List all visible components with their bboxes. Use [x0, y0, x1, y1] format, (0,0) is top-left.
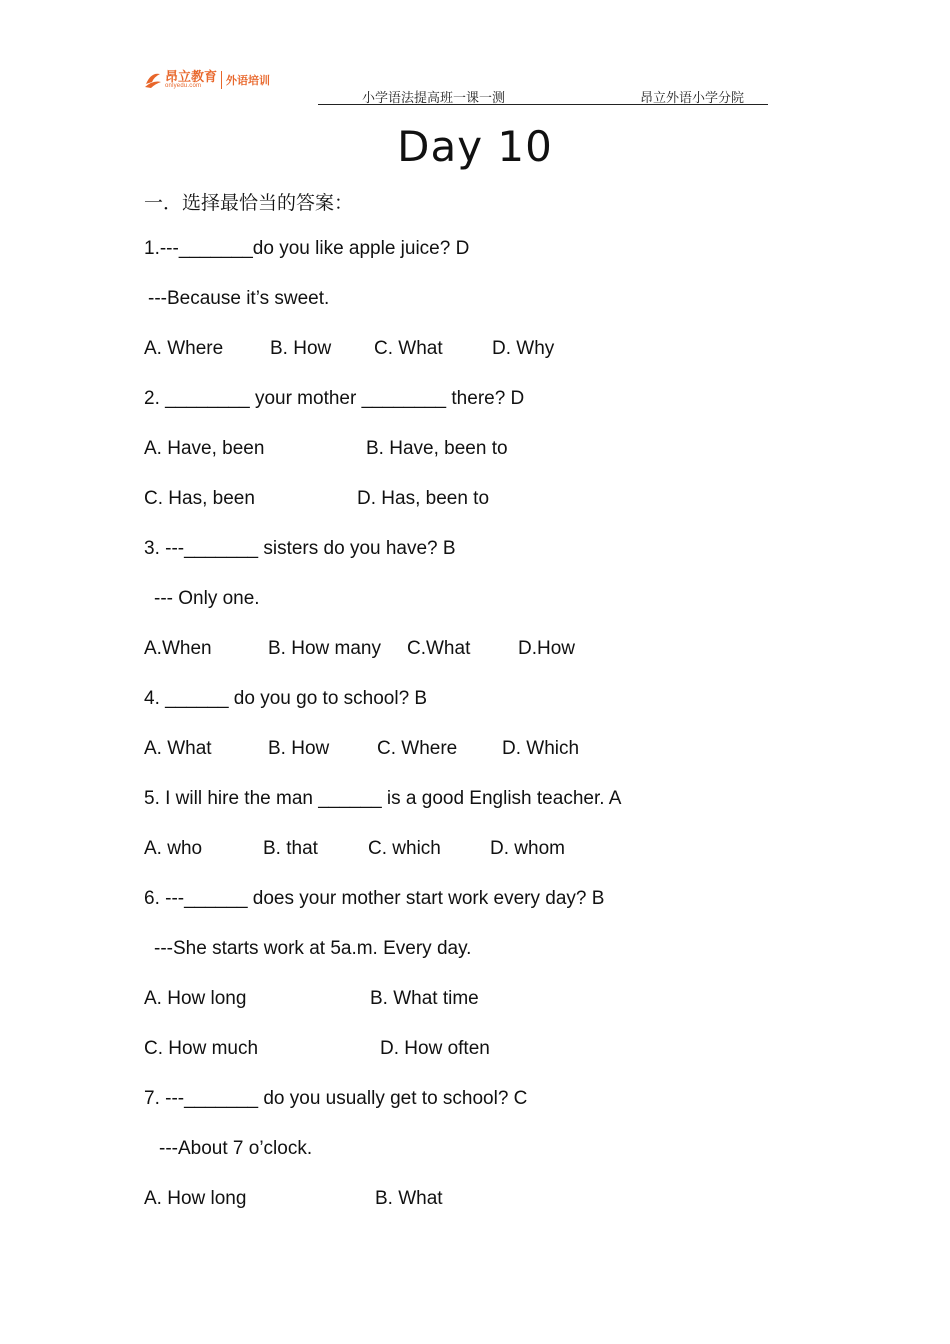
option-d: D. whom: [490, 838, 565, 859]
page-header: [318, 86, 768, 105]
section-heading: 一．选择最恰当的答案：: [144, 192, 354, 214]
logo-divider: [221, 71, 222, 89]
option-c: C. Where: [377, 738, 458, 759]
question-6-reply: ---She starts work at 5a.m. Every day.: [154, 938, 472, 959]
option-a: A. How long: [144, 1188, 247, 1209]
page-title: Day 10: [397, 122, 553, 171]
option-d: D. Why: [492, 338, 555, 359]
question-3-reply: --- Only one.: [154, 588, 260, 609]
option-d: D. Which: [502, 738, 580, 759]
option-c: C.What: [407, 638, 471, 659]
option-c: C. Has, been: [144, 488, 255, 509]
option-b: B. How: [270, 338, 332, 359]
question-6-stem: 6. ---______ does your mother start work every day? B: [144, 888, 605, 909]
logo-tagline: 外语培训: [226, 75, 271, 87]
logo-chinese-name: 昂立教育: [165, 69, 218, 84]
option-b: B. What: [375, 1188, 443, 1209]
option-d: D. Has, been to: [357, 488, 490, 509]
option-a: A. Where: [144, 338, 224, 359]
question-4-stem: 4. ______ do you go to school? B: [144, 688, 428, 709]
option-b: B. How: [268, 738, 330, 759]
onlyedu-logo: [143, 70, 270, 90]
option-a: A. Have, been: [144, 438, 265, 459]
option-a: A. What: [144, 738, 212, 759]
option-c: C. How much: [144, 1038, 259, 1059]
option-a: A. How long: [144, 988, 247, 1009]
logo-mark-icon: [143, 70, 163, 90]
option-d: D.How: [518, 638, 576, 659]
question-7-reply: ---About 7 o’clock.: [159, 1138, 313, 1159]
question-3-stem: 3. ---_______ sisters do you have? B: [144, 538, 456, 559]
header-school-name: 昂立外语小学分院: [640, 91, 745, 106]
logo-url: onlyedu.com: [165, 83, 202, 89]
option-b: B. How many: [268, 638, 381, 659]
question-7-stem: 7. ---_______ do you usually get to school? C: [144, 1088, 528, 1109]
question-5-stem: 5. I will hire the man ______ is a good English teacher. A: [144, 788, 622, 809]
header-course-title: 小学语法提高班一课一测: [362, 91, 506, 106]
option-a: A. who: [144, 838, 203, 859]
question-1-reply: ---Because it’s sweet.: [148, 288, 330, 309]
option-b: B. What time: [370, 988, 479, 1009]
option-b: B. Have, been to: [366, 438, 508, 459]
option-c: C. which: [368, 838, 441, 859]
option-b: B. that: [263, 838, 318, 859]
question-1-stem: 1.---_______do you like apple juice? D: [144, 238, 470, 259]
option-d: D. How often: [380, 1038, 490, 1059]
option-c: C. What: [374, 338, 443, 359]
question-2-stem: 2. ________ your mother ________ there? D: [144, 388, 525, 409]
option-a: A.When: [144, 638, 212, 659]
